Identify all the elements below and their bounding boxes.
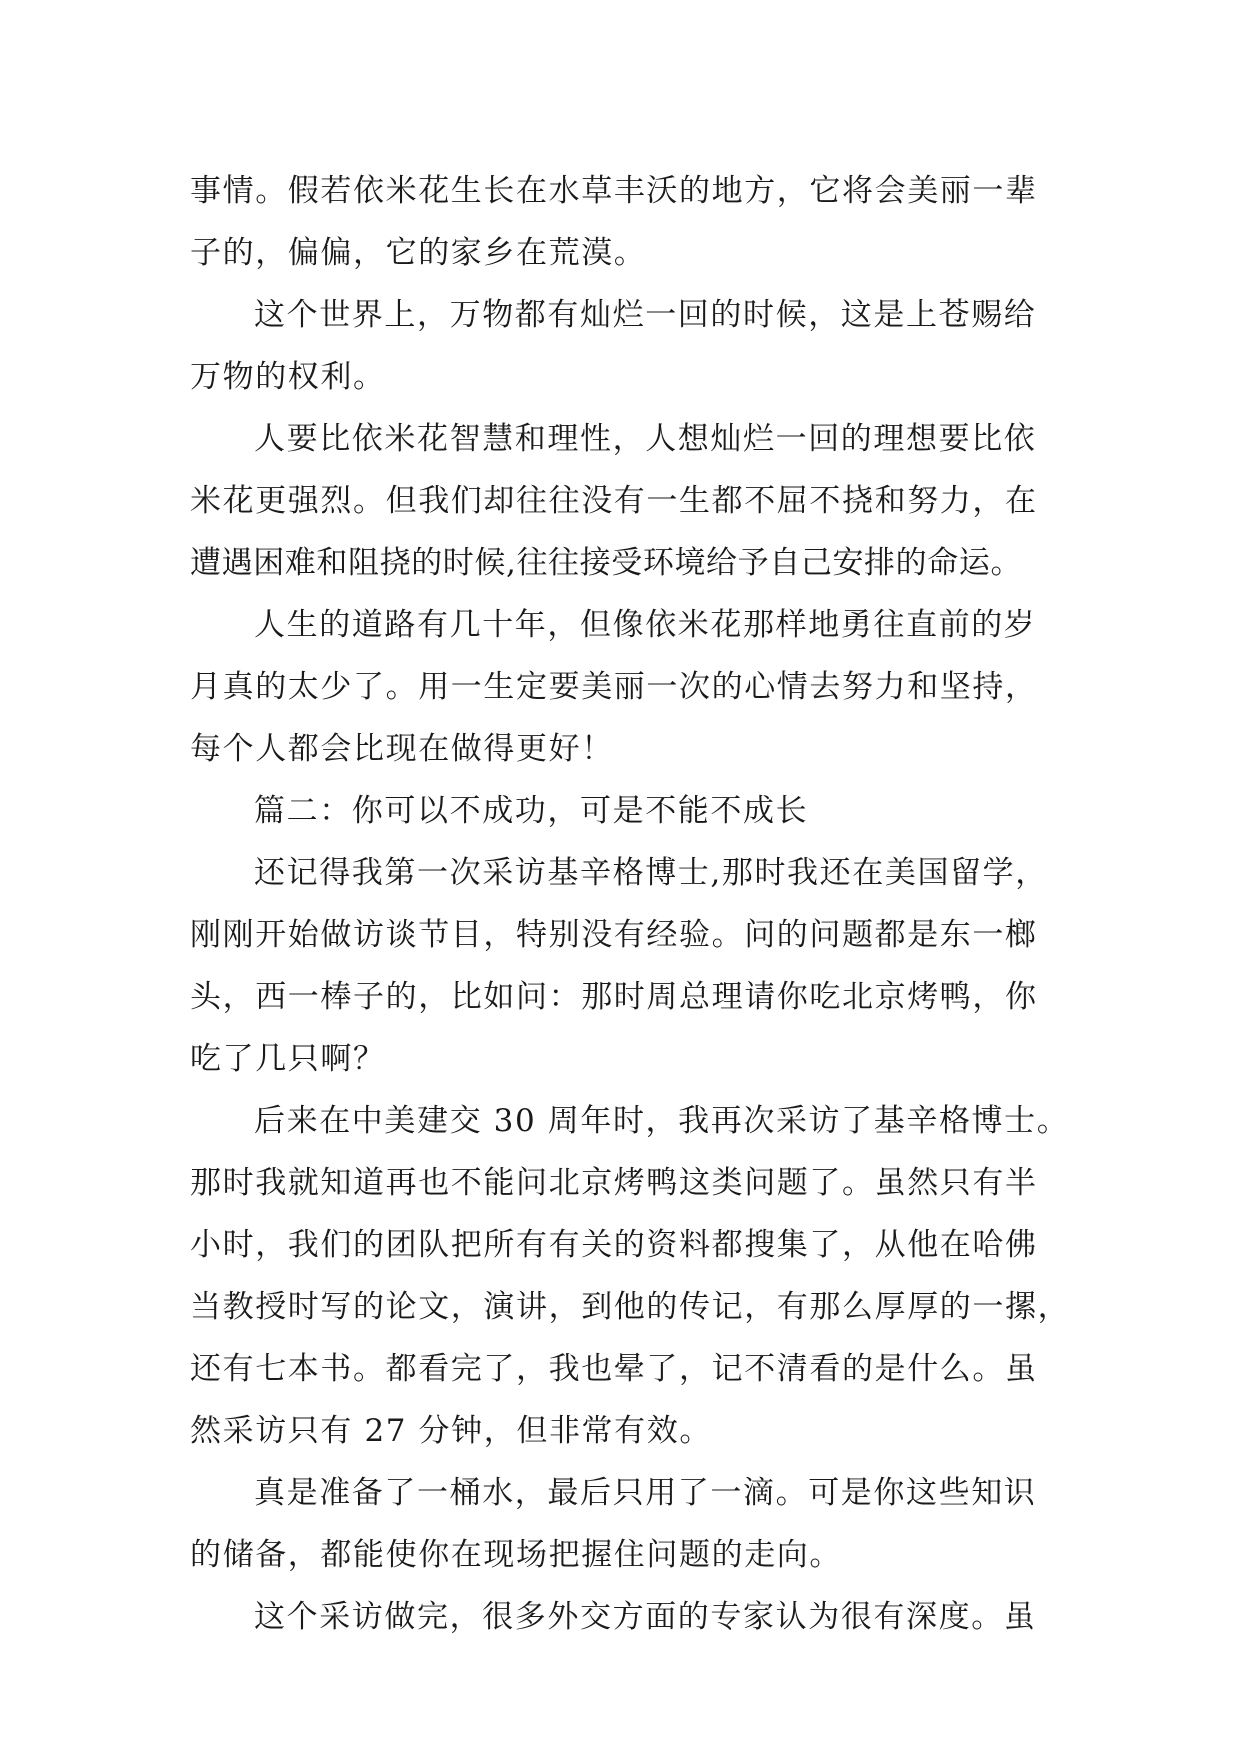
text-line: 事情。假若依米花生长在水草丰沃的地方，它将会美丽一辈 bbox=[190, 173, 1038, 209]
text-line: 米花更强烈。但我们却往往没有一生都不屈不挠和努力，在 bbox=[190, 483, 1038, 519]
paragraph-start-line: 还记得我第一次采访基辛格博士,那时我还在美国留学， bbox=[254, 855, 1048, 891]
text-line: 每个人都会比现在做得更好！ bbox=[190, 731, 614, 767]
text-line: 吃了几只啊？ bbox=[190, 1041, 386, 1077]
text-line: 遭遇困难和阻挠的时候,往往接受环境给予自己安排的命运。 bbox=[190, 545, 1023, 581]
text-line: 当教授时写的论文，演讲，到他的传记，有那么厚厚的一摞， bbox=[190, 1289, 1071, 1325]
text-line: 那时我就知道再也不能问北京烤鸭这类问题了。虽然只有半 bbox=[190, 1165, 1038, 1201]
text-line: 月真的太少了。用一生定要美丽一次的心情去努力和坚持， bbox=[190, 669, 1038, 705]
paragraph-start-line: 这个世界上，万物都有灿烂一回的时候，这是上苍赐给 bbox=[254, 297, 1037, 333]
paragraph-start-line: 人生的道路有几十年，但像依米花那样地勇往直前的岁 bbox=[254, 607, 1037, 643]
text-line: 小时，我们的团队把所有有关的资料都搜集了，从他在哈佛 bbox=[190, 1227, 1038, 1263]
paragraph-start-line: 后来在中美建交 30 周年时，我再次采访了基辛格博士。 bbox=[254, 1103, 1070, 1139]
text-line: 头，西一棒子的，比如问：那时周总理请你吃北京烤鸭，你 bbox=[190, 979, 1038, 1015]
body-text bbox=[190, 160, 1070, 1648]
text-line: 刚刚开始做访谈节目，特别没有经验。问的问题都是东一榔 bbox=[190, 917, 1038, 953]
section-heading: 篇二：你可以不成功，可是不能不成长 bbox=[254, 793, 809, 829]
text-line: 还有七本书。都看完了，我也晕了，记不清看的是什么。虽 bbox=[190, 1351, 1038, 1387]
text-line: 然采访只有 27 分钟，但非常有效。 bbox=[190, 1413, 712, 1449]
paragraph-start-line: 真是准备了一桶水，最后只用了一滴。可是你这些知识 bbox=[254, 1475, 1037, 1511]
paragraph-start-line: 人要比依米花智慧和理性，人想灿烂一回的理想要比依 bbox=[254, 421, 1037, 457]
text-line: 的储备，都能使你在现场把握住问题的走向。 bbox=[190, 1537, 842, 1573]
text-line: 子的，偏偏，它的家乡在荒漠。 bbox=[190, 235, 647, 271]
text-line: 万物的权利。 bbox=[190, 359, 386, 395]
paragraph-start-line: 这个采访做完，很多外交方面的专家认为很有深度。虽 bbox=[254, 1599, 1037, 1635]
